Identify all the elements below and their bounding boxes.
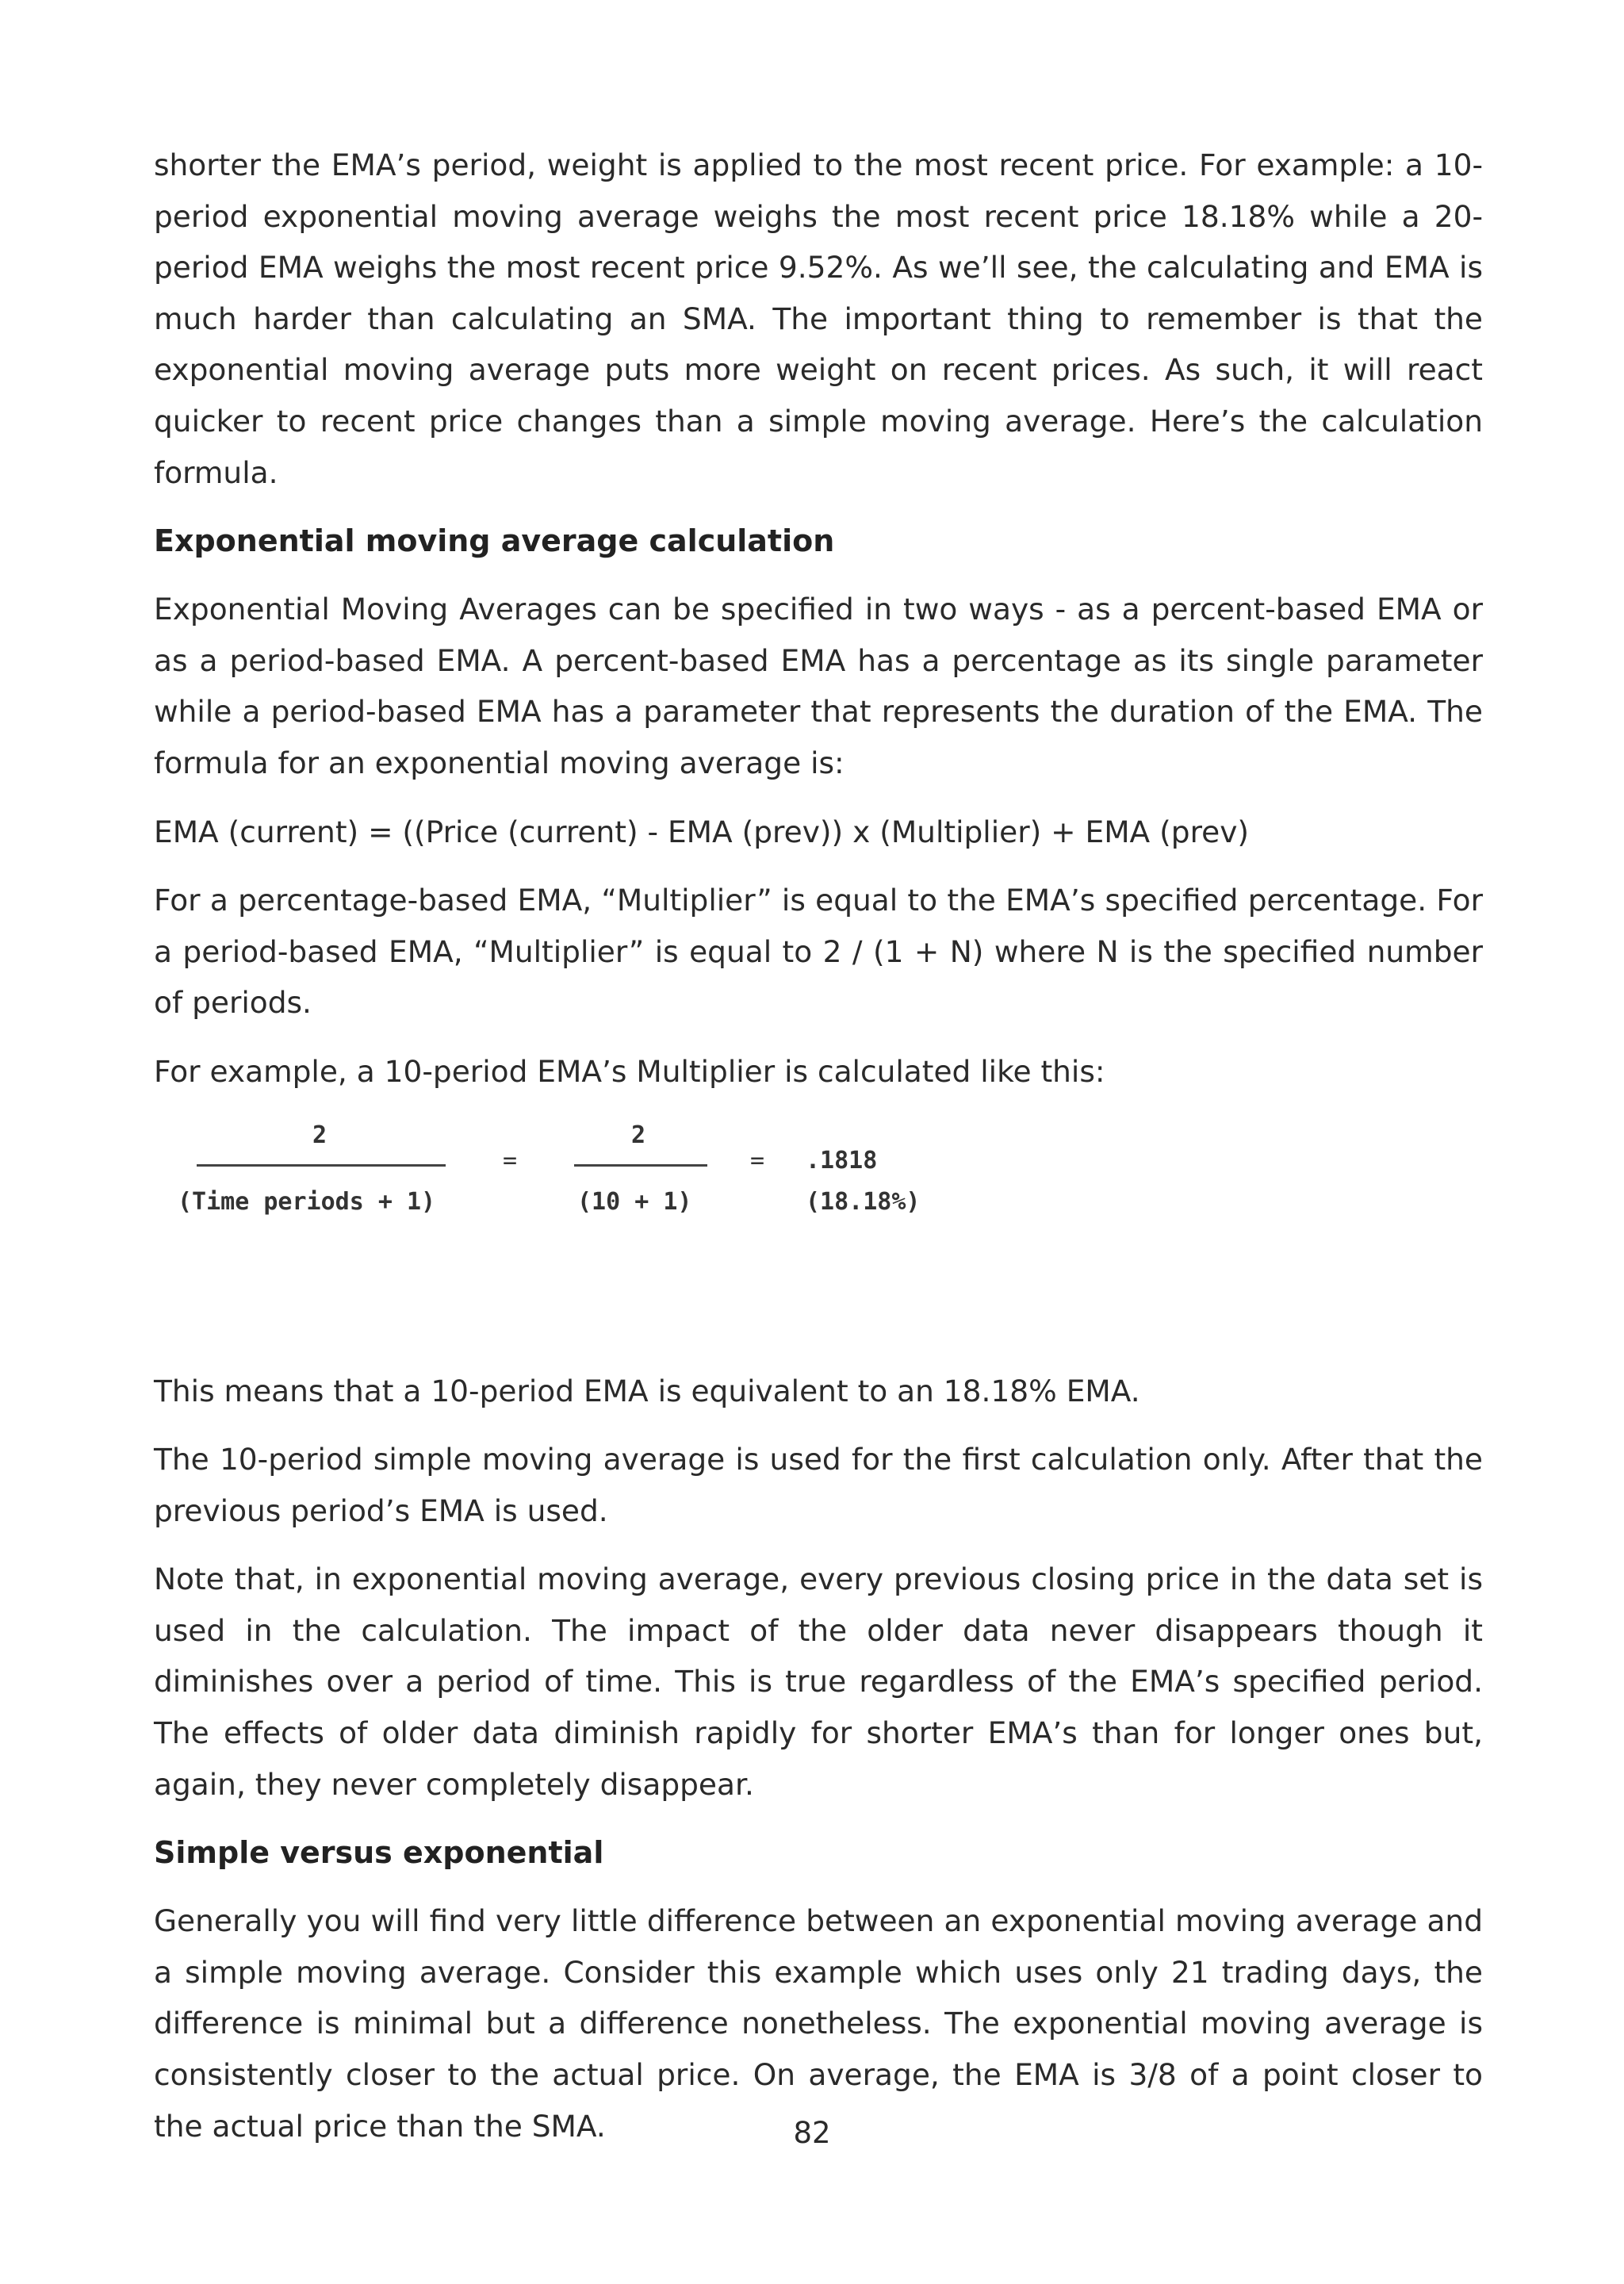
heading-ema-calculation: Exponential moving average calculation — [154, 523, 835, 559]
multiplier-fraction-figure — [154, 1115, 1483, 1366]
paragraph-note: Note that, in exponential moving average, every previous closing price in the data set is used in the calculation. The impact of the older data never disappears though it diminishes over a period of time. This is true regardless of the EMA’s specified period. The effects of older data diminish rapidly for shorter EMA’s than for longer ones but, again, they never completely disappear. — [154, 1562, 1483, 1802]
fraction-bar-1 — [197, 1164, 446, 1167]
fraction-result-percent: (18.18%) — [806, 1187, 921, 1216]
paragraph-example-intro: For example, a 10-period EMA’s Multiplier is calculated like this: — [154, 1053, 1105, 1089]
paragraph-multiplier: For a percentage-based EMA, “Multiplier” is equal to the EMA’s specified percentage. For a period-based EMA, “Multiplier” is equal to 2 / (1 + N) where N is the specified number of periods. — [154, 883, 1483, 1021]
paragraph-equivalent: This means that a 10-period EMA is equivalent to an 18.18% EMA. — [154, 1373, 1140, 1408]
fraction-denominator-2: (10 + 1) — [577, 1187, 692, 1216]
fraction-denominator-1: (Time periods + 1) — [178, 1187, 436, 1216]
equals-sign-2: = — [750, 1146, 765, 1175]
fraction-numerator-1: 2 — [312, 1121, 327, 1149]
paragraph-ema-ways: Exponential Moving Averages can be specified in two ways - as a percent-based EMA or as a period-based EMA. A percent-based EMA has a percentage as its single parameter while a period-based EMA has a parameter that represents the duration of the EMA. The formula for an exponential moving average is: — [154, 592, 1483, 780]
paragraph-first-calculation: The 10-period simple moving average is used for the first calculation only. After that the previous period’s EMA is used. — [154, 1442, 1483, 1528]
page-number: 82 — [793, 2116, 831, 2150]
paragraph-comparison: Generally you will find very little difference between an exponential moving average and a simple moving average. Consider this example which uses only 21 trading days, the difference is minimal but a difference nonetheless. The exponential moving average is consistently closer to the actual price. On average, the EMA is 3/8 of a point closer to the actual price than the SMA. — [154, 1903, 1483, 2144]
heading-simple-vs-exponential: Simple versus exponential — [154, 1835, 604, 1871]
fraction-numerator-2: 2 — [631, 1121, 646, 1149]
fraction-bar-2 — [574, 1164, 707, 1167]
fraction-result: .1818 — [806, 1146, 878, 1175]
equals-sign-1: = — [503, 1146, 518, 1175]
page-content — [154, 140, 1483, 2169]
ema-formula: EMA (current) = ((Price (current) - EMA (prev)) x (Multiplier) + EMA (prev) — [154, 814, 1250, 849]
paragraph-intro: shorter the EMA’s period, weight is applied to the most recent price. For example: a 10-period exponential moving average weighs the most recent price 18.18% while a 20-period EMA weighs the most recent price 9.52%. As we’ll see, the calculating and EMA is much harder than calculating an SMA. The important thing to remember is that the exponential moving average puts more weight on recent prices. As such, it will react quicker to recent price changes than a simple moving average. Here’s the calculation formula. — [154, 148, 1483, 490]
